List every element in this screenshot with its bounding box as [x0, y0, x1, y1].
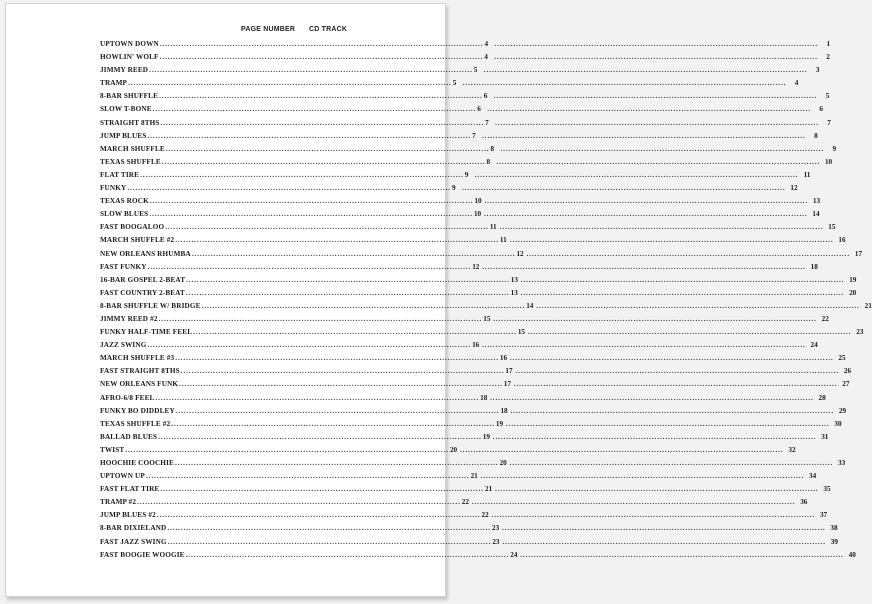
toc-entry — [100, 210, 820, 223]
toc-entry — [100, 459, 846, 472]
toc-entry — [100, 105, 823, 118]
toc-entry — [100, 406, 847, 420]
toc-entry — [100, 170, 811, 184]
dot-leader: ........................................................................................................................ — [480, 472, 805, 481]
entry-title: SLOW BLUES — [100, 210, 149, 219]
entry-cd-track: 30 — [834, 419, 842, 428]
dot-leader: ........................................................................................................................ — [149, 210, 473, 219]
dot-leader: ........................................................................................................................ — [161, 157, 486, 166]
entry-page-number: 24 — [510, 550, 518, 559]
entry-cd-track: 9 — [832, 144, 837, 153]
dot-leader: ........................................................................................................................ — [482, 341, 806, 350]
dot-leader: ........................................................................................................................ — [483, 66, 808, 75]
entry-title: UPTOWN DOWN — [100, 40, 159, 48]
dot-leader: ........................................................................................................................ — [201, 301, 526, 310]
dot-leader: ........................................................................................................................ — [484, 197, 809, 206]
dot-leader: ........................................................................................................................ — [509, 459, 834, 467]
dot-leader: ........................................................................................................................ — [492, 432, 817, 441]
entry-title: FAST COUNTRY 2-BEAT — [100, 288, 185, 297]
toc-entry — [100, 92, 830, 105]
toc-entry — [100, 314, 829, 328]
toc-entry — [100, 419, 842, 433]
entry-title: NEW ORLEANS RHUMBA — [100, 249, 191, 258]
dot-leader: ........................................................................................................................ — [520, 550, 844, 559]
entry-page-number: 11 — [489, 223, 497, 232]
dot-leader: ........................................................................................................................ — [499, 223, 824, 232]
toc-entry — [100, 131, 818, 145]
dot-leader: ........................................................................................................................ — [491, 511, 816, 520]
entry-cd-track: 11 — [803, 170, 811, 179]
entry-title: TEXAS SHUFFLE #2 — [100, 419, 171, 428]
entry-title: JAZZ SWING — [100, 341, 147, 350]
entry-cd-track: 16 — [838, 236, 846, 245]
toc-entry — [100, 432, 829, 446]
entry-title: JUMP BLUES — [100, 131, 147, 140]
toc-entry — [100, 380, 850, 393]
entry-title: FAST BOOGALOO — [100, 223, 165, 232]
entry-cd-track: 15 — [828, 223, 836, 232]
entry-page-number: 17 — [505, 367, 513, 376]
dot-leader: ........................................................................................................................ — [145, 472, 470, 481]
toc-entry — [100, 197, 821, 210]
entry-title: FAST JAZZ SWING — [100, 537, 167, 546]
entry-page-number: 13 — [510, 275, 518, 284]
entry-page-number: 8 — [490, 144, 495, 153]
entry-page-number: 16 — [499, 354, 508, 363]
dot-leader: ........................................................................................................................ — [193, 328, 517, 337]
dot-leader: ........................................................................................................................ — [501, 524, 826, 533]
dot-leader: ........................................................................................................................ — [191, 249, 516, 258]
dot-leader: ........................................................................................................................ — [165, 144, 490, 153]
toc-entry — [100, 275, 857, 289]
dot-leader: ........................................................................................................................ — [128, 79, 452, 88]
entry-page-number: 6 — [477, 105, 481, 114]
dot-leader: ........................................................................................................................ — [156, 511, 481, 520]
entry-page-number: 9 — [451, 184, 456, 193]
entry-title: FUNKY BO DIDDLEY — [100, 406, 175, 415]
dot-leader: ........................................................................................................................ — [487, 105, 811, 114]
entry-cd-track: 29 — [838, 406, 847, 415]
entry-cd-track: 35 — [823, 485, 831, 494]
toc-entry — [100, 249, 863, 263]
entry-cd-track: 34 — [809, 472, 817, 481]
dot-leader: ........................................................................................................................ — [482, 262, 806, 271]
dot-leader: ........................................................................................................................ — [474, 170, 799, 179]
entry-title: FAST BOOGIE WOOGIE — [100, 550, 185, 559]
entry-cd-track: 28 — [818, 393, 826, 402]
dot-leader: ........................................................................................................................ — [505, 419, 830, 428]
toc-entry — [100, 328, 864, 341]
entry-cd-track: 27 — [842, 380, 850, 389]
entry-title: JUMP BLUES #2 — [100, 511, 156, 520]
entry-page-number: 7 — [472, 131, 476, 140]
entry-title: FUNKY — [100, 184, 127, 193]
entry-title: HOOCHIE COOCHIE — [100, 459, 174, 467]
dot-leader: ........................................................................................................................ — [186, 275, 510, 284]
entry-page-number: 9 — [464, 170, 469, 179]
entry-page-number: 18 — [500, 406, 508, 415]
entry-page-number: 5 — [452, 79, 457, 88]
dot-leader: ........................................................................................................................ — [175, 236, 499, 245]
entry-title: UPTOWN UP — [100, 472, 145, 481]
entry-page-number: 4 — [484, 40, 489, 48]
dot-leader: ........................................................................................................................ — [171, 419, 495, 428]
entry-page-number: 20 — [449, 445, 458, 454]
dot-leader: ........................................................................................................................ — [513, 380, 838, 389]
entry-page-number: 15 — [517, 328, 525, 337]
dot-leader: ........................................................................................................................ — [149, 66, 473, 75]
entry-title: BALLAD BLUES — [100, 432, 158, 441]
dot-leader: ........................................................................................................................ — [179, 380, 503, 389]
dot-leader: ........................................................................................................................ — [127, 184, 451, 193]
entry-page-number: 14 — [526, 301, 534, 310]
page-number-heading: PAGE NUMBER — [241, 26, 296, 33]
entry-title: JIMMY REED #2 — [100, 314, 158, 323]
entry-cd-track: 36 — [800, 498, 808, 507]
entry-page-number: 20 — [499, 459, 507, 467]
entry-title: FAST FLAT TIRE — [100, 485, 160, 494]
entry-cd-track: 12 — [790, 184, 798, 193]
entry-title: 16-BAR GOSPEL 2-BEAT — [100, 275, 186, 284]
entry-cd-track: 25 — [838, 354, 846, 363]
dot-leader: ........................................................................................................................ — [158, 432, 482, 441]
dot-leader: ........................................................................................................................ — [515, 367, 840, 376]
entry-cd-track: 21 — [864, 301, 872, 310]
entry-title: AFRO-6/8 FEEL — [100, 393, 155, 402]
entry-title: MARCH SHUFFLE #3 — [100, 354, 175, 363]
dot-leader: ........................................................................................................................ — [500, 144, 825, 153]
toc-entry — [100, 236, 846, 249]
dot-leader: ........................................................................................................................ — [175, 354, 499, 363]
dot-leader: ........................................................................................................................ — [147, 341, 472, 350]
dot-leader: ........................................................................................................................ — [496, 157, 821, 166]
entry-cd-track: 19 — [849, 275, 857, 284]
entry-cd-track: 22 — [821, 314, 829, 323]
entry-page-number: 12 — [472, 262, 480, 271]
dot-leader: ........................................................................................................................ — [520, 288, 845, 297]
dot-leader: ........................................................................................................................ — [482, 131, 806, 140]
dot-leader: ........................................................................................................................ — [137, 498, 461, 507]
dot-leader: ........................................................................................................................ — [167, 524, 491, 533]
entry-cd-track: 37 — [819, 511, 828, 520]
entry-title: TRAMP — [100, 79, 128, 88]
toc-entry — [100, 393, 826, 407]
toc-entry — [100, 472, 817, 485]
toc-entry — [100, 53, 830, 66]
entry-cd-track: 2 — [826, 53, 830, 62]
dot-leader: ........................................................................................................................ — [494, 53, 818, 62]
dot-leader: ........................................................................................................................ — [149, 197, 474, 206]
entry-cd-track: 32 — [788, 445, 796, 454]
entry-cd-track: 31 — [821, 432, 829, 441]
entry-cd-track: 39 — [830, 537, 838, 546]
entry-title: MARCH SHUFFLE #2 — [100, 236, 175, 245]
entry-cd-track: 14 — [812, 210, 820, 219]
dot-leader: ........................................................................................................................ — [155, 393, 480, 402]
dot-leader: ........................................................................................................................ — [160, 118, 485, 127]
toc-entry — [100, 288, 857, 302]
entry-cd-track: 24 — [810, 341, 818, 350]
dot-leader: ........................................................................................................................ — [461, 184, 786, 193]
dot-leader: ........................................................................................................................ — [159, 40, 484, 48]
entry-title: FLAT TIRE — [100, 170, 140, 179]
entry-title: 8-BAR DIXIELAND — [100, 524, 167, 533]
toc-entry — [100, 367, 852, 380]
entry-page-number: 13 — [510, 288, 518, 297]
dot-leader: ........................................................................................................................ — [536, 301, 860, 310]
entry-cd-track: 3 — [815, 66, 820, 75]
entry-page-number: 7 — [485, 118, 489, 127]
entry-title: FAST FUNKY — [100, 262, 147, 271]
toc-entry — [100, 354, 846, 367]
entry-page-number: 23 — [491, 524, 500, 533]
dot-leader: ........................................................................................................................ — [527, 328, 852, 337]
entry-page-number: 12 — [516, 249, 524, 258]
toc-entry — [100, 79, 799, 92]
toc-entry — [100, 184, 798, 197]
entry-title: 8-BAR SHUFFLE W/ BRIDGE — [100, 301, 201, 310]
entry-cd-track: 20 — [849, 288, 857, 297]
entry-title: TEXAS ROCK — [100, 197, 149, 206]
dot-leader: ........................................................................................................................ — [483, 210, 808, 219]
dot-leader: ........................................................................................................................ — [495, 118, 819, 127]
entry-page-number: 18 — [480, 393, 488, 402]
entry-title: JIMMY REED — [100, 66, 149, 75]
dot-leader: ........................................................................................................................ — [471, 498, 796, 507]
dot-leader: ........................................................................................................................ — [160, 485, 484, 494]
entry-cd-track: 17 — [854, 249, 863, 258]
toc-entry — [100, 262, 818, 276]
entry-page-number: 11 — [499, 236, 507, 245]
dot-leader: ........................................................................................................................ — [175, 406, 500, 415]
dot-leader: ........................................................................................................................ — [526, 249, 851, 258]
dot-leader: ........................................................................................................................ — [186, 288, 510, 297]
entry-cd-track: 8 — [814, 131, 818, 140]
entry-cd-track: 7 — [827, 118, 831, 127]
dot-leader: ........................................................................................................................ — [159, 92, 483, 101]
toc-entry — [100, 445, 796, 459]
dot-leader: ........................................................................................................................ — [520, 275, 845, 284]
entry-page-number: 21 — [470, 472, 478, 481]
table-of-contents — [100, 40, 872, 564]
toc-entry — [100, 223, 836, 236]
dot-leader: ........................................................................................................................ — [494, 485, 819, 494]
entry-cd-track: 13 — [812, 197, 821, 206]
dot-leader: ........................................................................................................................ — [140, 170, 464, 179]
entry-title: TRAMP #2 — [100, 498, 137, 507]
entry-page-number: 16 — [472, 341, 480, 350]
toc-entry — [100, 341, 818, 354]
dot-leader: ........................................................................................................................ — [509, 236, 834, 245]
toc-entry — [100, 118, 831, 132]
dot-leader: ........................................................................................................................ — [174, 459, 499, 467]
entry-page-number: 4 — [484, 53, 488, 62]
entry-title: NEW ORLEANS FUNK — [100, 380, 179, 389]
dot-leader: ........................................................................................................................ — [494, 40, 819, 48]
toc-header — [6, 26, 445, 38]
dot-leader: ........................................................................................................................ — [147, 262, 472, 271]
dot-leader: ........................................................................................................................ — [462, 79, 787, 88]
entry-page-number: 8 — [486, 157, 491, 166]
dot-leader: ........................................................................................................................ — [490, 393, 814, 402]
toc-entry — [100, 537, 838, 551]
cd-track-heading: CD TRACK — [309, 26, 348, 33]
dot-leader: ........................................................................................................................ — [125, 445, 449, 454]
dot-leader: ........................................................................................................................ — [180, 367, 505, 376]
entry-title: TWIST — [100, 445, 125, 454]
entry-cd-track: 4 — [794, 79, 799, 88]
entry-cd-track: 33 — [838, 459, 846, 467]
toc-entry — [100, 511, 828, 524]
toc-entry — [100, 40, 831, 53]
toc-entry — [100, 301, 872, 315]
toc-entry — [100, 66, 820, 79]
entry-cd-track: 5 — [825, 92, 830, 101]
entry-cd-track: 18 — [810, 262, 818, 271]
dot-leader: ........................................................................................................................ — [147, 131, 472, 140]
entry-title: SLOW T-BONE — [100, 105, 152, 114]
dot-leader: ........................................................................................................................ — [152, 105, 477, 114]
toc-entry — [100, 498, 808, 511]
entry-title: TEXAS SHUFFLE — [100, 157, 161, 166]
entry-title: HOWLIN' WOLF — [100, 53, 159, 62]
entry-page-number: 10 — [474, 197, 482, 206]
entry-page-number: 10 — [473, 210, 482, 219]
entry-cd-track: 23 — [856, 328, 864, 337]
dot-leader: ........................................................................................................................ — [510, 406, 835, 415]
dot-leader: ........................................................................................................................ — [459, 445, 784, 454]
toc-entry — [100, 485, 831, 498]
entry-title: MARCH SHUFFLE — [100, 144, 165, 153]
entry-title: FAST STRAIGHT 8THS — [100, 367, 180, 376]
entry-cd-track: 10 — [824, 157, 833, 166]
entry-page-number: 19 — [495, 419, 504, 428]
toc-entry — [100, 144, 837, 158]
dot-leader: ........................................................................................................................ — [165, 223, 489, 232]
dot-leader: ........................................................................................................................ — [159, 53, 484, 62]
entry-page-number: 15 — [483, 314, 491, 323]
dot-leader: ........................................................................................................................ — [493, 314, 817, 323]
entry-page-number: 6 — [483, 92, 488, 101]
entry-title: FUNKY HALF-TIME FEEL — [100, 328, 193, 337]
dot-leader: ........................................................................................................................ — [185, 550, 510, 559]
dot-leader: ........................................................................................................................ — [167, 537, 492, 546]
entry-cd-track: 38 — [830, 524, 838, 533]
document-page — [5, 3, 872, 597]
dot-leader: ........................................................................................................................ — [509, 354, 834, 363]
toc-entry — [100, 550, 856, 564]
entry-page-number: 19 — [482, 432, 490, 441]
entry-page-number: 22 — [481, 511, 489, 520]
dot-leader: ........................................................................................................................ — [502, 537, 826, 546]
entry-title: 8-BAR SHUFFLE — [100, 92, 159, 101]
toc-entry — [100, 524, 838, 537]
entry-page-number: 23 — [492, 537, 500, 546]
entry-cd-track: 1 — [826, 40, 831, 48]
dot-leader: ........................................................................................................................ — [158, 314, 483, 323]
entry-cd-track: 26 — [843, 367, 852, 376]
dot-leader: ........................................................................................................................ — [493, 92, 818, 101]
toc-entry — [100, 157, 833, 171]
entry-title: STRAIGHT 8THS — [100, 118, 160, 127]
entry-cd-track: 40 — [848, 550, 856, 559]
entry-cd-track: 6 — [819, 105, 823, 114]
entry-page-number: 17 — [503, 380, 511, 389]
entry-page-number: 5 — [473, 66, 478, 75]
entry-page-number: 22 — [461, 498, 469, 507]
entry-page-number: 21 — [484, 485, 493, 494]
